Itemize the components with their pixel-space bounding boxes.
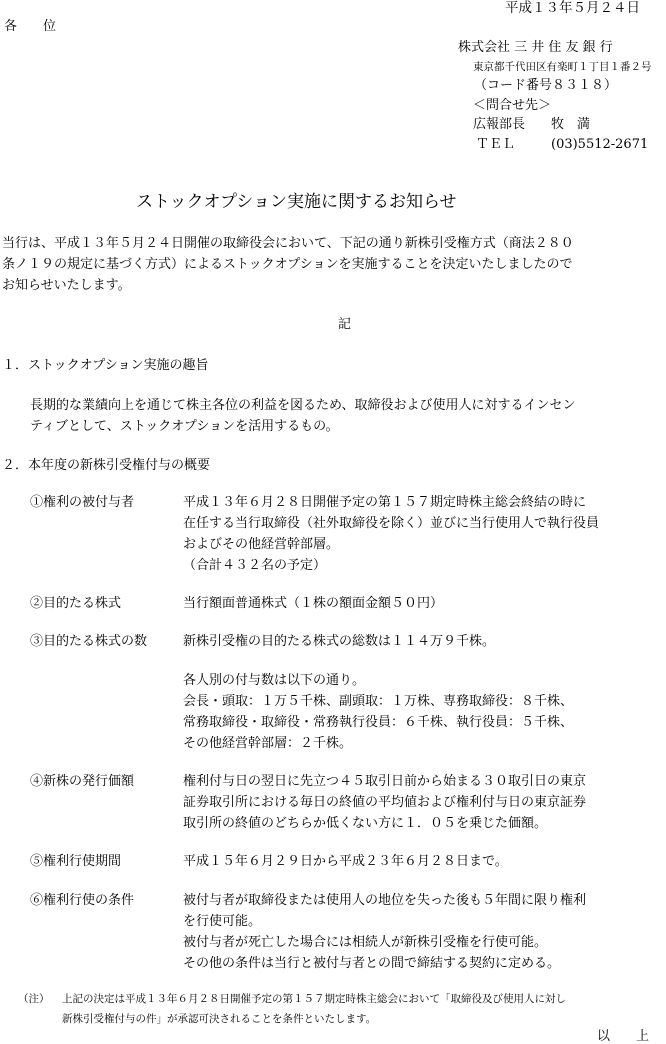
document-title: ストックオプション実施に関するお知らせ bbox=[136, 192, 457, 212]
item-1-line-1: 平成１３年６月２８日開催予定の第１５７期定時株主総会終結の時に bbox=[183, 495, 587, 510]
section-2-heading: ２．本年度の新株引受権付与の概要 bbox=[2, 458, 211, 473]
item-6-line-4: その他の条件は当行と被付与者との間で締結する契約に定める。 bbox=[183, 956, 561, 971]
stock-code: （コード番号８３１８） bbox=[474, 78, 618, 93]
contact-person: 広報部長 牧 満 bbox=[473, 117, 591, 132]
note-label: （注） bbox=[18, 993, 50, 1005]
issue-date: 平成１３年５月２４日 bbox=[505, 0, 640, 16]
item-6-line-2: を行使可能。 bbox=[183, 914, 262, 929]
note-line-2: 新株引受権付与の件」が承認可決されることを条件といたします。 bbox=[62, 1013, 377, 1025]
intro-line-3: お知らせいたします。 bbox=[2, 278, 131, 293]
item-1-label: ①権利の被付与者 bbox=[30, 495, 135, 510]
company-address: 東京都千代田区有楽町１丁目１番２号 bbox=[473, 61, 652, 73]
item-3-label: ③目的たる株式の数 bbox=[30, 634, 148, 649]
item-1-line-4: （合計４３２名の予定） bbox=[183, 558, 327, 573]
item-4-line-2: 証券取引所における毎日の終値の平均値および権利付与日の東京証券 bbox=[183, 795, 587, 810]
intro-line-1: 当行は、平成１３年５月２４日開催の取締役会において、下記の通り新株引受権方式（商法２８０ bbox=[2, 236, 574, 251]
contact-heading: ＜問合せ先＞ bbox=[473, 98, 552, 113]
section-1-heading: １．ストックオプション実施の趣旨 bbox=[2, 358, 209, 373]
item-3-sub-line-4: その他経営幹部層：２千株。 bbox=[183, 736, 353, 751]
item-4-line-3: 取引所の終値のどちらか低くない方に１．０５を乗じた価額。 bbox=[183, 816, 548, 831]
item-3-sub-line-2: 会長・頭取：１万５千株、副頭取：１万株、専務取締役：８千株、 bbox=[183, 694, 574, 709]
ki-mark: 記 bbox=[338, 317, 352, 332]
closing-mark: 以 上 bbox=[597, 1029, 650, 1044]
section-1-line-1: 長期的な業績向上を通じて株主各位の利益を図るため、取締役および使用人に対するインセン bbox=[30, 398, 576, 413]
section-1-line-2: ティブとして、ストックオプションを活用するもの。 bbox=[30, 419, 339, 434]
item-6-line-1: 被付与者が取締役または使用人の地位を失った後も５年間に限り権利 bbox=[183, 893, 587, 908]
intro-line-2: 条ノ１９の規定に基づく方式）によるストックオプションを実施することを決定いたしましたので bbox=[2, 257, 573, 272]
item-2-line-1: 当行額面普通株式（１株の額面金額５０円） bbox=[183, 596, 444, 611]
item-4-label: ④新株の発行価額 bbox=[30, 774, 135, 789]
item-3-sub-line-1: 各人別の付与数は以下の通り。 bbox=[183, 673, 366, 688]
item-6-line-3: 被付与者が死亡した場合には相続人が新株引受権を行使可能。 bbox=[183, 935, 548, 950]
tel-label: ＴＥＬ bbox=[476, 137, 516, 152]
item-3-line-1: 新株引受権の目的たる株式の総数は１１４万９千株。 bbox=[183, 634, 496, 649]
item-4-line-1: 権利付与日の翌日に先立つ４５取引日前から始まる３０取引日の東京 bbox=[183, 774, 587, 789]
note-line-1: 上記の決定は平成１３年６月２８日開催予定の第１５７期定時株主総会において「取締役及び使用人に対し bbox=[62, 993, 566, 1005]
item-3-sub-line-3: 常務取締役・取締役・常務執行役員：６千株、執行役員：５千株、 bbox=[183, 715, 574, 730]
item-2-label: ②目的たる株式 bbox=[30, 596, 122, 611]
company-name: 株式会社 三 井 住 友 銀 行 bbox=[458, 40, 613, 55]
item-6-label: ⑥権利行使の条件 bbox=[30, 893, 135, 908]
addressee: 各 位 bbox=[4, 19, 57, 34]
tel-number: (03)5512-2671 bbox=[551, 137, 649, 152]
item-1-line-2: 在任する当行取締役（社外取締役を除く）並びに当行使用人で執行役員 bbox=[183, 516, 600, 531]
item-1-line-3: およびその他経営幹部層。 bbox=[183, 537, 340, 552]
item-5-line-1: 平成１５年６月２９日から平成２３年６月２８日まで。 bbox=[183, 854, 508, 869]
item-5-label: ⑤権利行使期間 bbox=[30, 854, 122, 869]
